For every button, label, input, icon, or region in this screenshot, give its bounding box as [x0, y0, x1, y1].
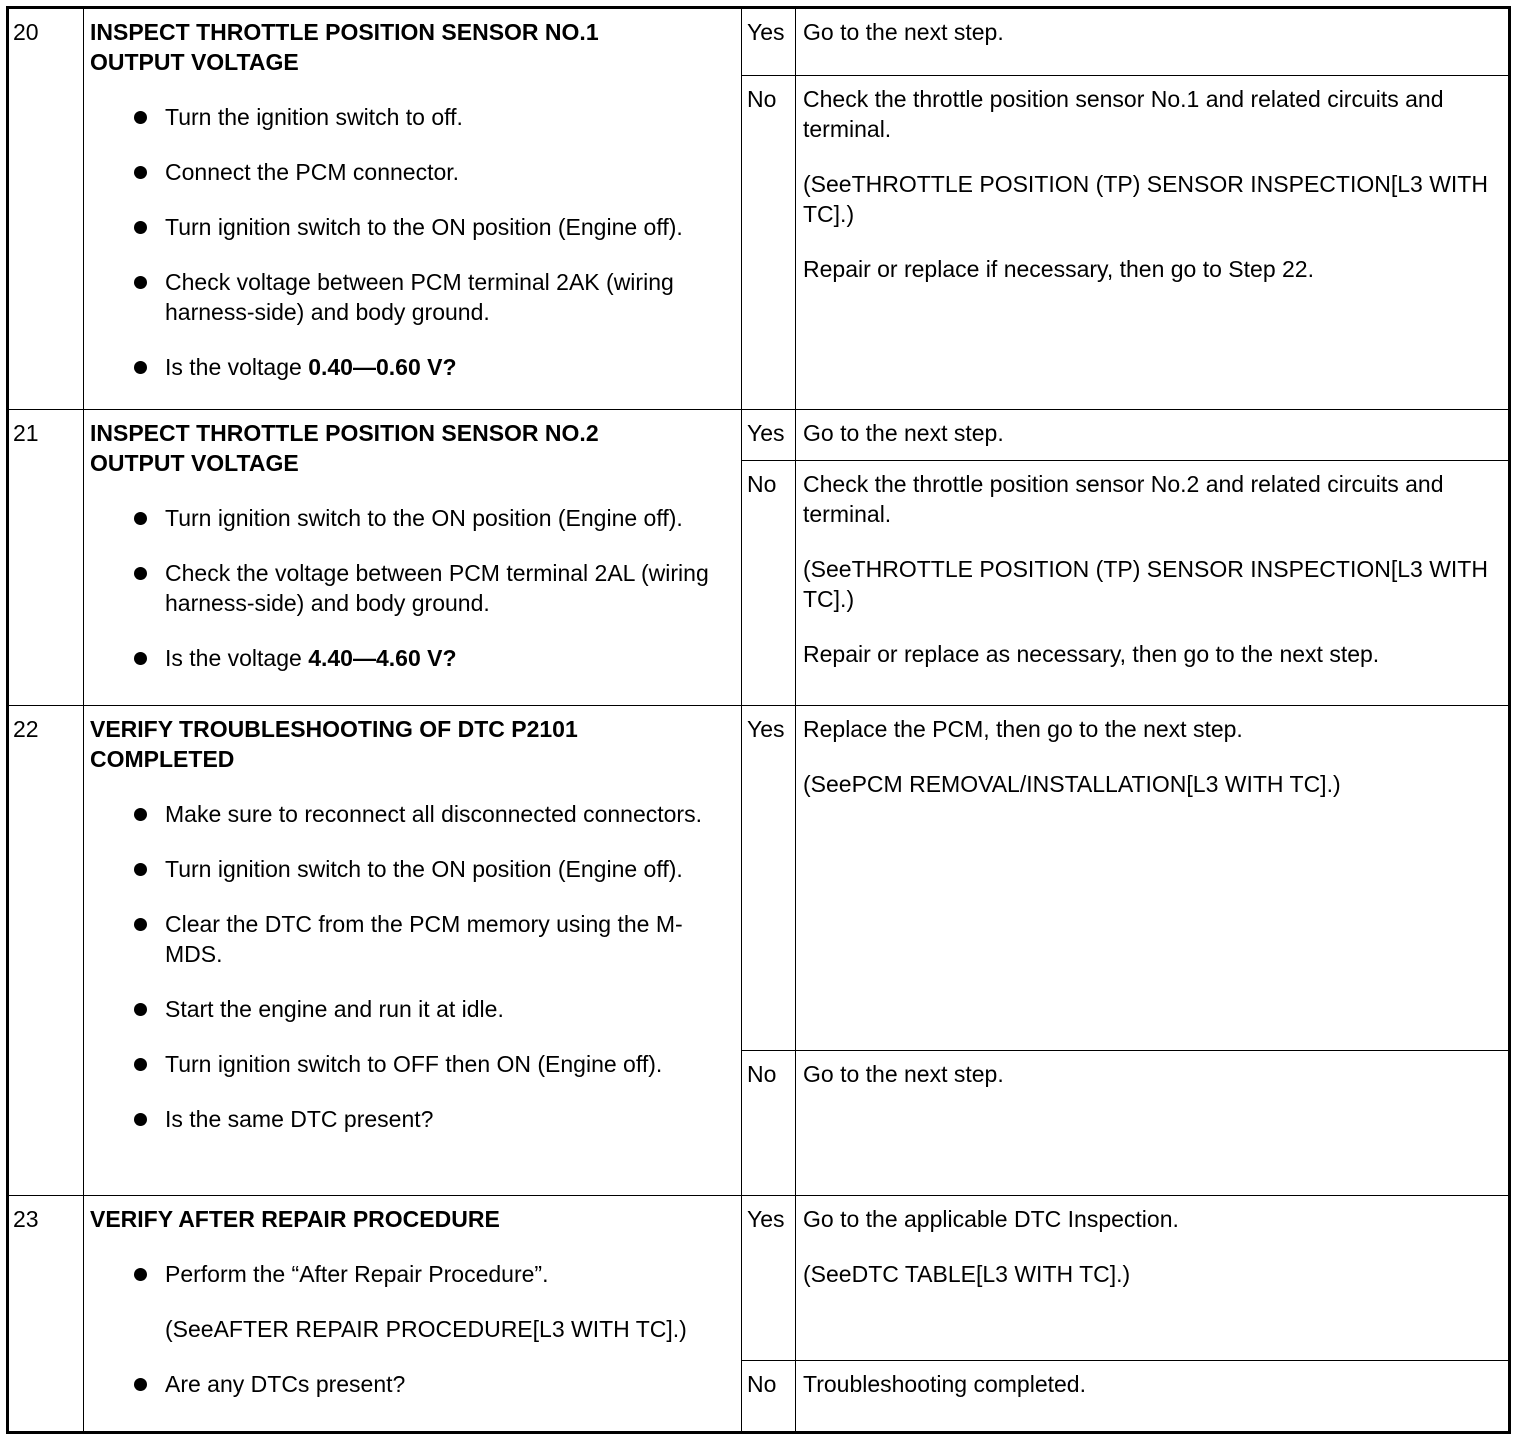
- bullet-icon: [134, 1058, 147, 1071]
- list-item: Turn ignition switch to OFF then ON (Engine off).: [90, 1049, 735, 1079]
- step-number: 23: [8, 1196, 84, 1433]
- yes-action: Go to the next step.: [796, 410, 1510, 461]
- list-item: Turn ignition switch to the ON position (Engine off).: [90, 503, 735, 533]
- step-title-line1: INSPECT THROTTLE POSITION SENSOR NO.2: [90, 420, 599, 446]
- list-item: Is the voltage 4.40—4.60 V?: [90, 643, 735, 673]
- bullet-icon: [134, 567, 147, 580]
- step-title-line2: COMPLETED: [90, 746, 235, 772]
- step-title: [90, 714, 735, 774]
- list-item: Start the engine and run it at idle.: [90, 994, 735, 1024]
- step-content: [84, 706, 742, 1196]
- step-title-line1: VERIFY TROUBLESHOOTING OF DTC P2101: [90, 716, 578, 742]
- cross-reference: (SeeAFTER REPAIR PROCEDURE[L3 WITH TC].): [165, 1316, 687, 1342]
- no-label: No: [742, 461, 796, 706]
- step-23-yes-row: [8, 1196, 1510, 1361]
- bullet-icon: [134, 1113, 147, 1126]
- step-content: [84, 8, 742, 410]
- bullet-icon: [134, 221, 147, 234]
- list-item: Connect the PCM connector.: [90, 157, 735, 187]
- yes-label: Yes: [742, 410, 796, 461]
- list-item: Turn ignition switch to the ON position (Engine off).: [90, 212, 735, 242]
- step-instruction-list: [90, 1259, 735, 1399]
- step-title: [90, 418, 735, 478]
- step-22-yes-row: [8, 706, 1510, 1051]
- list-item: Is the voltage 0.40—0.60 V?: [90, 352, 735, 382]
- yes-action: Go to the applicable DTC Inspection. (SeeDTC TABLE[L3 WITH TC].): [796, 1196, 1510, 1361]
- bullet-icon: [134, 1003, 147, 1016]
- yes-label: Yes: [742, 706, 796, 1051]
- no-label: No: [742, 76, 796, 410]
- list-item: Check voltage between PCM terminal 2AK (wiring harness-side) and body ground.: [90, 267, 735, 327]
- step-content: [84, 410, 742, 706]
- step-number: 22: [8, 706, 84, 1196]
- step-number: 21: [8, 410, 84, 706]
- list-item: Are any DTCs present?: [90, 1369, 735, 1399]
- bullet-icon: [134, 166, 147, 179]
- list-item: Turn ignition switch to the ON position (Engine off).: [90, 854, 735, 884]
- bullet-icon: [134, 652, 147, 665]
- step-instruction-list: [90, 503, 735, 673]
- yes-action: Replace the PCM, then go to the next step. (SeePCM REMOVAL/INSTALLATION[L3 WITH TC].): [796, 706, 1510, 1051]
- yes-action: Go to the next step.: [796, 8, 1510, 76]
- step-title-line2: OUTPUT VOLTAGE: [90, 49, 299, 75]
- bullet-icon: [134, 276, 147, 289]
- list-item: Clear the DTC from the PCM memory using the M-MDS.: [90, 909, 735, 969]
- step-instruction-list: [90, 102, 735, 382]
- step-content: [84, 1196, 742, 1433]
- voltage-spec: 4.40—4.60 V?: [308, 645, 457, 671]
- troubleshooting-table: [6, 6, 1511, 1434]
- step-21-yes-row: [8, 410, 1510, 461]
- no-label: No: [742, 1361, 796, 1433]
- bullet-icon: [134, 808, 147, 821]
- bullet-icon: [134, 1378, 147, 1391]
- step-20-yes-row: [8, 8, 1510, 76]
- bullet-icon: [134, 863, 147, 876]
- step-title: [90, 17, 735, 77]
- list-item: Check the voltage between PCM terminal 2AL (wiring harness-side) and body ground.: [90, 558, 735, 618]
- voltage-spec: 0.40—0.60 V?: [308, 354, 457, 380]
- list-item: Turn the ignition switch to off.: [90, 102, 735, 132]
- no-action: Check the throttle position sensor No.2 and related circuits and terminal. (SeeTHROTTLE POSITION (TP) SENSOR INSPECTION[L3 WITH TC].) Repair or replace as necessary, then go to the next step.: [796, 461, 1510, 706]
- list-item: Make sure to reconnect all disconnected connectors.: [90, 799, 735, 829]
- bullet-icon: [134, 111, 147, 124]
- bullet-icon: [134, 918, 147, 931]
- step-title-line2: OUTPUT VOLTAGE: [90, 450, 299, 476]
- step-number: 20: [8, 8, 84, 410]
- list-item: Perform the “After Repair Procedure”. (SeeAFTER REPAIR PROCEDURE[L3 WITH TC].): [90, 1259, 735, 1344]
- no-action: Troubleshooting completed.: [796, 1361, 1510, 1433]
- step-title: VERIFY AFTER REPAIR PROCEDURE: [90, 1206, 500, 1232]
- step-instruction-list: [90, 799, 735, 1134]
- bullet-icon: [134, 512, 147, 525]
- bullet-icon: [134, 1268, 147, 1281]
- no-label: No: [742, 1051, 796, 1196]
- list-item: Is the same DTC present?: [90, 1104, 735, 1134]
- no-action: Check the throttle position sensor No.1 and related circuits and terminal. (SeeTHROTTLE POSITION (TP) SENSOR INSPECTION[L3 WITH TC].) Repair or replace if necessary, then go to Step 22.: [796, 76, 1510, 410]
- bullet-icon: [134, 361, 147, 374]
- no-action: Go to the next step.: [796, 1051, 1510, 1196]
- yes-label: Yes: [742, 8, 796, 76]
- step-title-line1: INSPECT THROTTLE POSITION SENSOR NO.1: [90, 19, 599, 45]
- yes-label: Yes: [742, 1196, 796, 1361]
